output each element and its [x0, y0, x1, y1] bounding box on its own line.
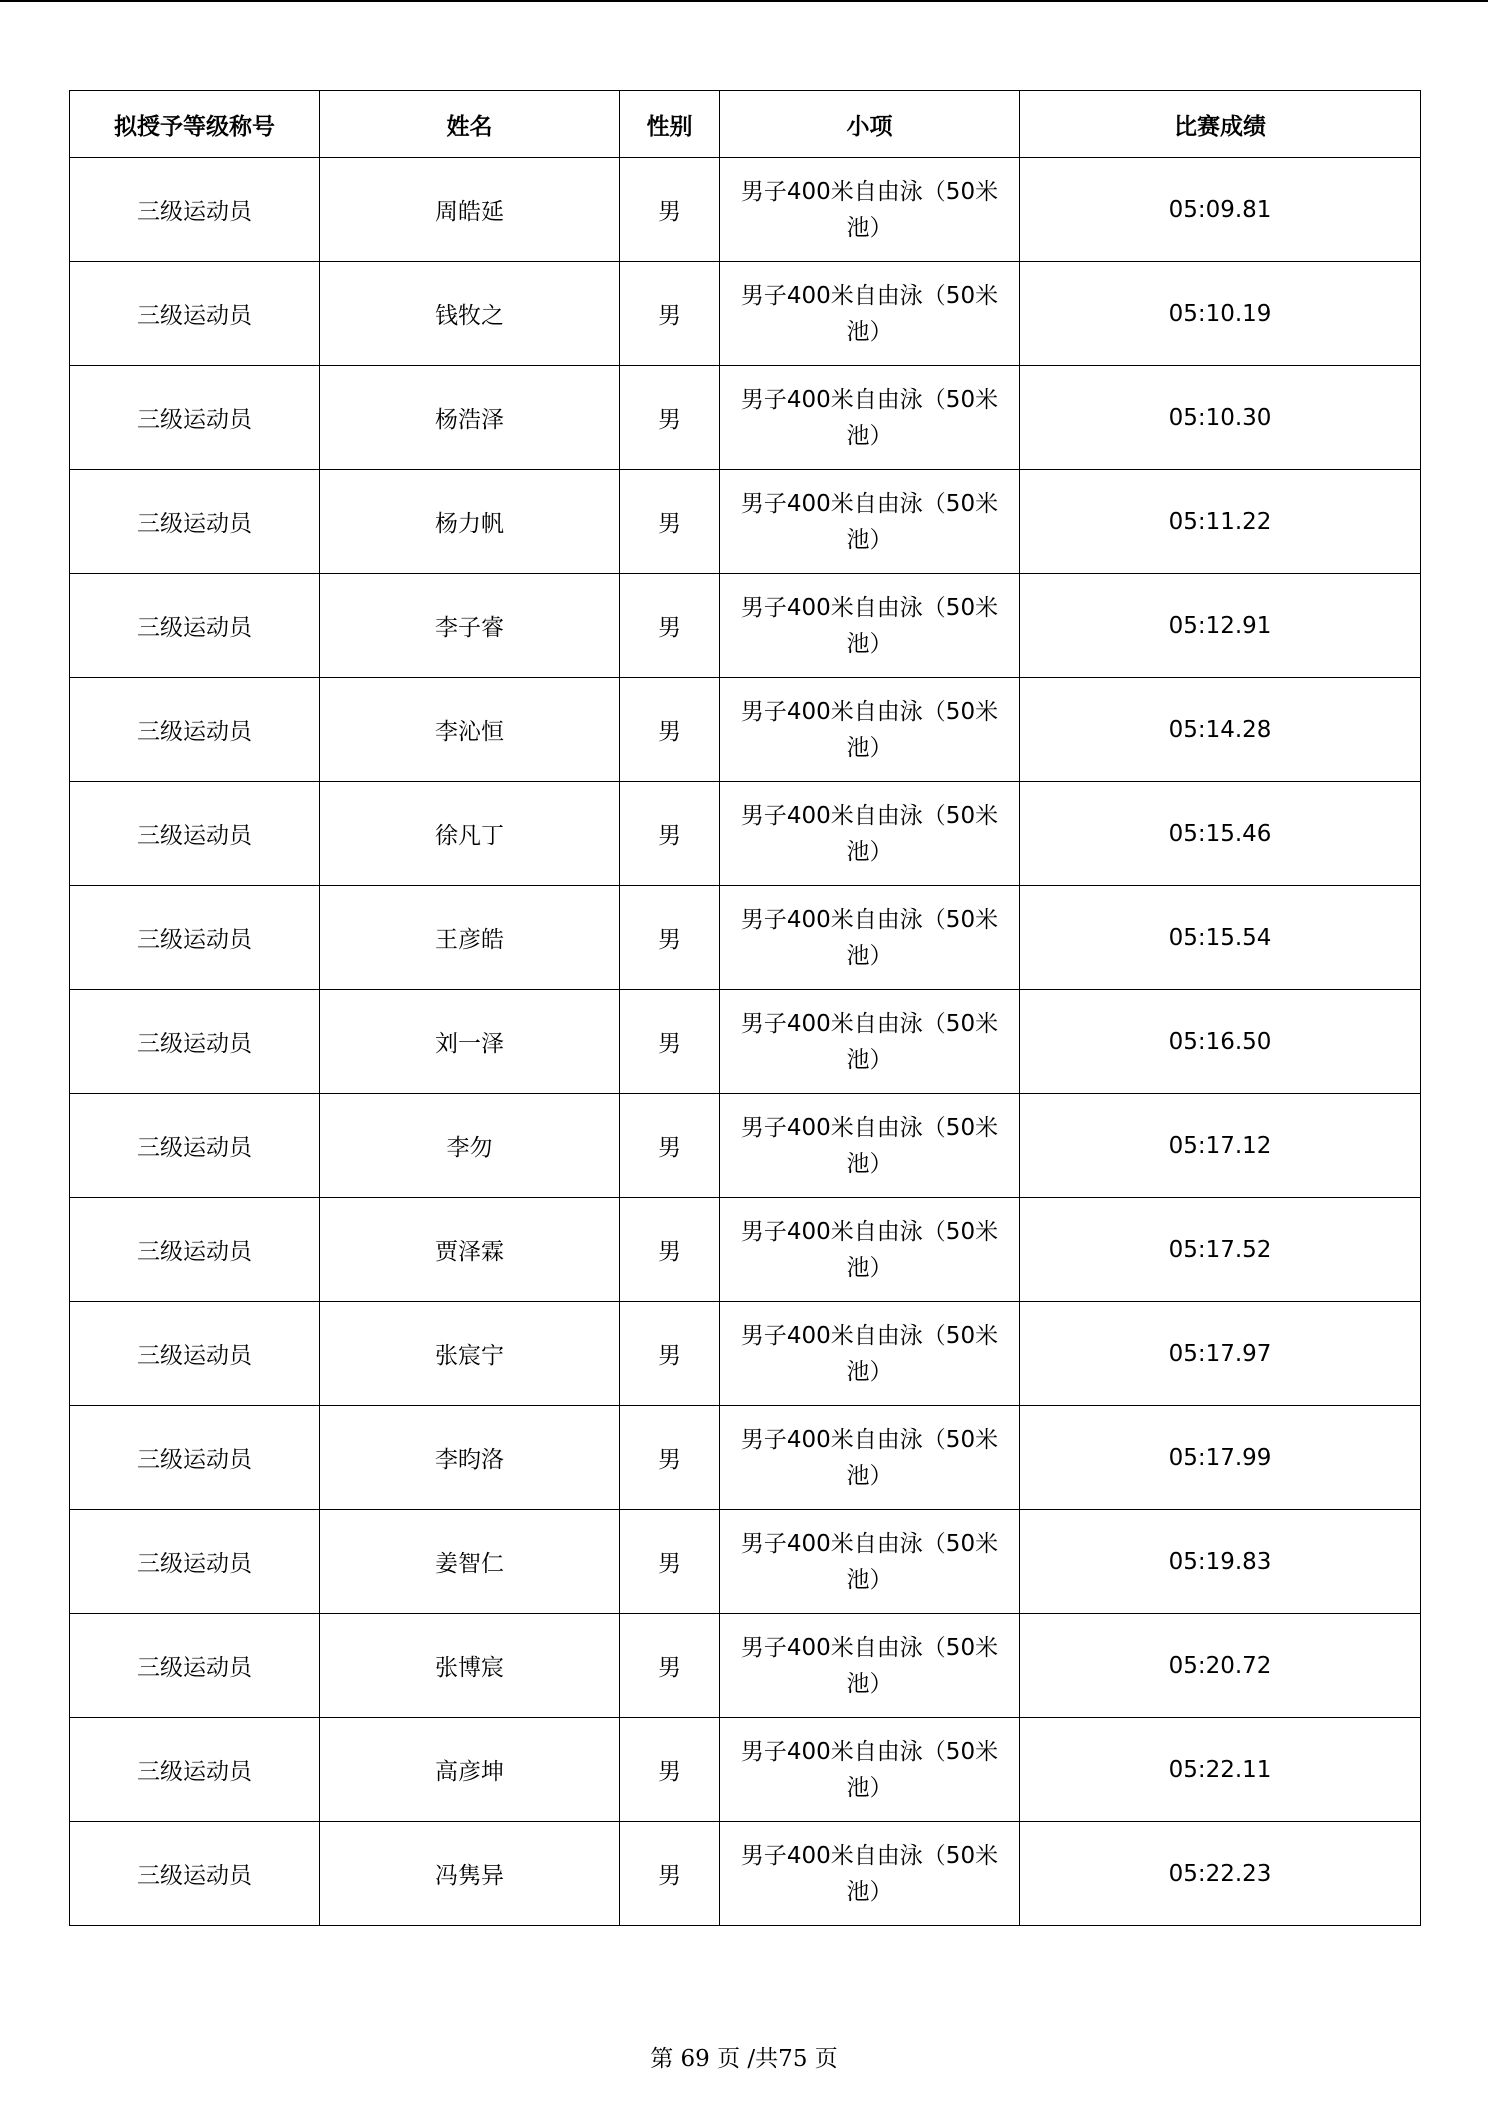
table-row — [70, 1198, 1421, 1302]
page-top-border — [0, 0, 1488, 2]
cell-time: 05:17.52 — [1020, 1198, 1421, 1302]
cell-event — [720, 366, 1020, 470]
header-time: 比赛成绩 — [1020, 91, 1421, 158]
cell-gender: 男 — [620, 782, 720, 886]
cell-gender: 男 — [620, 158, 720, 262]
cell-name: 周皓延 — [320, 158, 620, 262]
table-row — [70, 470, 1421, 574]
event-text: 男子400米自由泳（50米池） — [740, 386, 999, 449]
cell-event — [720, 1406, 1020, 1510]
cell-name: 杨浩泽 — [320, 366, 620, 470]
cell-event — [720, 574, 1020, 678]
cell-time: 05:17.97 — [1020, 1302, 1421, 1406]
event-text: 男子400米自由泳（50米池） — [740, 698, 999, 761]
cell-time: 05:15.46 — [1020, 782, 1421, 886]
cell-gender: 男 — [620, 262, 720, 366]
cell-gender: 男 — [620, 1718, 720, 1822]
cell-name: 贾泽霖 — [320, 1198, 620, 1302]
table-row — [70, 1822, 1421, 1926]
results-table — [69, 90, 1421, 1926]
event-text: 男子400米自由泳（50米池） — [740, 1218, 999, 1281]
header-rank: 拟授予等级称号 — [70, 91, 320, 158]
table-row — [70, 990, 1421, 1094]
cell-rank: 三级运动员 — [70, 886, 320, 990]
table-row — [70, 574, 1421, 678]
event-text: 男子400米自由泳（50米池） — [740, 178, 999, 241]
cell-event — [720, 1094, 1020, 1198]
cell-event — [720, 1718, 1020, 1822]
cell-rank: 三级运动员 — [70, 1198, 320, 1302]
cell-time: 05:14.28 — [1020, 678, 1421, 782]
event-text: 男子400米自由泳（50米池） — [740, 802, 999, 865]
cell-gender: 男 — [620, 470, 720, 574]
event-text: 男子400米自由泳（50米池） — [740, 1426, 999, 1489]
cell-gender: 男 — [620, 678, 720, 782]
cell-event — [720, 1510, 1020, 1614]
cell-name: 杨力帆 — [320, 470, 620, 574]
cell-time: 05:10.19 — [1020, 262, 1421, 366]
event-text: 男子400米自由泳（50米池） — [740, 1114, 999, 1177]
event-text: 男子400米自由泳（50米池） — [740, 1842, 999, 1905]
cell-time: 05:22.23 — [1020, 1822, 1421, 1926]
event-text: 男子400米自由泳（50米池） — [740, 1530, 999, 1593]
cell-time: 05:16.50 — [1020, 990, 1421, 1094]
cell-event — [720, 1822, 1020, 1926]
cell-event — [720, 782, 1020, 886]
cell-time: 05:22.11 — [1020, 1718, 1421, 1822]
cell-gender: 男 — [620, 1302, 720, 1406]
event-text: 男子400米自由泳（50米池） — [740, 490, 999, 553]
cell-name: 徐凡丁 — [320, 782, 620, 886]
cell-rank: 三级运动员 — [70, 1718, 320, 1822]
cell-event — [720, 158, 1020, 262]
cell-rank: 三级运动员 — [70, 678, 320, 782]
table-row — [70, 1718, 1421, 1822]
cell-time: 05:09.81 — [1020, 158, 1421, 262]
table-row — [70, 1510, 1421, 1614]
cell-name: 姜智仁 — [320, 1510, 620, 1614]
cell-rank: 三级运动员 — [70, 1614, 320, 1718]
cell-rank: 三级运动员 — [70, 574, 320, 678]
cell-name: 李昀洛 — [320, 1406, 620, 1510]
cell-gender: 男 — [620, 366, 720, 470]
cell-time: 05:10.30 — [1020, 366, 1421, 470]
cell-name: 王彦皓 — [320, 886, 620, 990]
cell-gender: 男 — [620, 1614, 720, 1718]
cell-name: 李子睿 — [320, 574, 620, 678]
event-text: 男子400米自由泳（50米池） — [740, 1634, 999, 1697]
event-text: 男子400米自由泳（50米池） — [740, 1322, 999, 1385]
table-row — [70, 1406, 1421, 1510]
cell-gender: 男 — [620, 1406, 720, 1510]
cell-gender: 男 — [620, 1198, 720, 1302]
cell-rank: 三级运动员 — [70, 366, 320, 470]
cell-rank: 三级运动员 — [70, 1406, 320, 1510]
table-row — [70, 262, 1421, 366]
cell-name: 冯隽异 — [320, 1822, 620, 1926]
cell-time: 05:19.83 — [1020, 1510, 1421, 1614]
table-row — [70, 1094, 1421, 1198]
cell-name: 高彦坤 — [320, 1718, 620, 1822]
cell-gender: 男 — [620, 990, 720, 1094]
cell-name: 李勿 — [320, 1094, 620, 1198]
cell-rank: 三级运动员 — [70, 782, 320, 886]
cell-event — [720, 470, 1020, 574]
cell-gender: 男 — [620, 1094, 720, 1198]
cell-time: 05:15.54 — [1020, 886, 1421, 990]
cell-name: 李沁恒 — [320, 678, 620, 782]
cell-rank: 三级运动员 — [70, 990, 320, 1094]
cell-event — [720, 262, 1020, 366]
cell-time: 05:17.12 — [1020, 1094, 1421, 1198]
table-row — [70, 678, 1421, 782]
event-text: 男子400米自由泳（50米池） — [740, 1738, 999, 1801]
cell-name: 张博宸 — [320, 1614, 620, 1718]
event-text: 男子400米自由泳（50米池） — [740, 1010, 999, 1073]
table-row — [70, 782, 1421, 886]
header-name: 姓名 — [320, 91, 620, 158]
header-event: 小项 — [720, 91, 1020, 158]
cell-gender: 男 — [620, 574, 720, 678]
cell-name: 钱牧之 — [320, 262, 620, 366]
cell-rank: 三级运动员 — [70, 1302, 320, 1406]
cell-event — [720, 678, 1020, 782]
header-gender: 性别 — [620, 91, 720, 158]
table-row — [70, 886, 1421, 990]
table-row — [70, 366, 1421, 470]
cell-rank: 三级运动员 — [70, 1822, 320, 1926]
cell-gender: 男 — [620, 1822, 720, 1926]
cell-name: 刘一泽 — [320, 990, 620, 1094]
cell-time: 05:12.91 — [1020, 574, 1421, 678]
cell-gender: 男 — [620, 886, 720, 990]
cell-name: 张宸宁 — [320, 1302, 620, 1406]
table-body — [70, 158, 1421, 1926]
cell-event — [720, 1614, 1020, 1718]
page-number: 第 69 页 /共75 页 — [650, 2046, 838, 2072]
event-text: 男子400米自由泳（50米池） — [740, 906, 999, 969]
cell-time: 05:11.22 — [1020, 470, 1421, 574]
cell-rank: 三级运动员 — [70, 158, 320, 262]
event-text: 男子400米自由泳（50米池） — [740, 594, 999, 657]
cell-event — [720, 886, 1020, 990]
cell-rank: 三级运动员 — [70, 262, 320, 366]
cell-rank: 三级运动员 — [70, 1510, 320, 1614]
table-header-row — [70, 91, 1421, 158]
event-text: 男子400米自由泳（50米池） — [740, 282, 999, 345]
table-row — [70, 1302, 1421, 1406]
table-row — [70, 158, 1421, 262]
table-row — [70, 1614, 1421, 1718]
cell-rank: 三级运动员 — [70, 470, 320, 574]
cell-rank: 三级运动员 — [70, 1094, 320, 1198]
cell-time: 05:20.72 — [1020, 1614, 1421, 1718]
cell-time: 05:17.99 — [1020, 1406, 1421, 1510]
cell-event — [720, 990, 1020, 1094]
cell-event — [720, 1302, 1020, 1406]
cell-gender: 男 — [620, 1510, 720, 1614]
cell-event — [720, 1198, 1020, 1302]
